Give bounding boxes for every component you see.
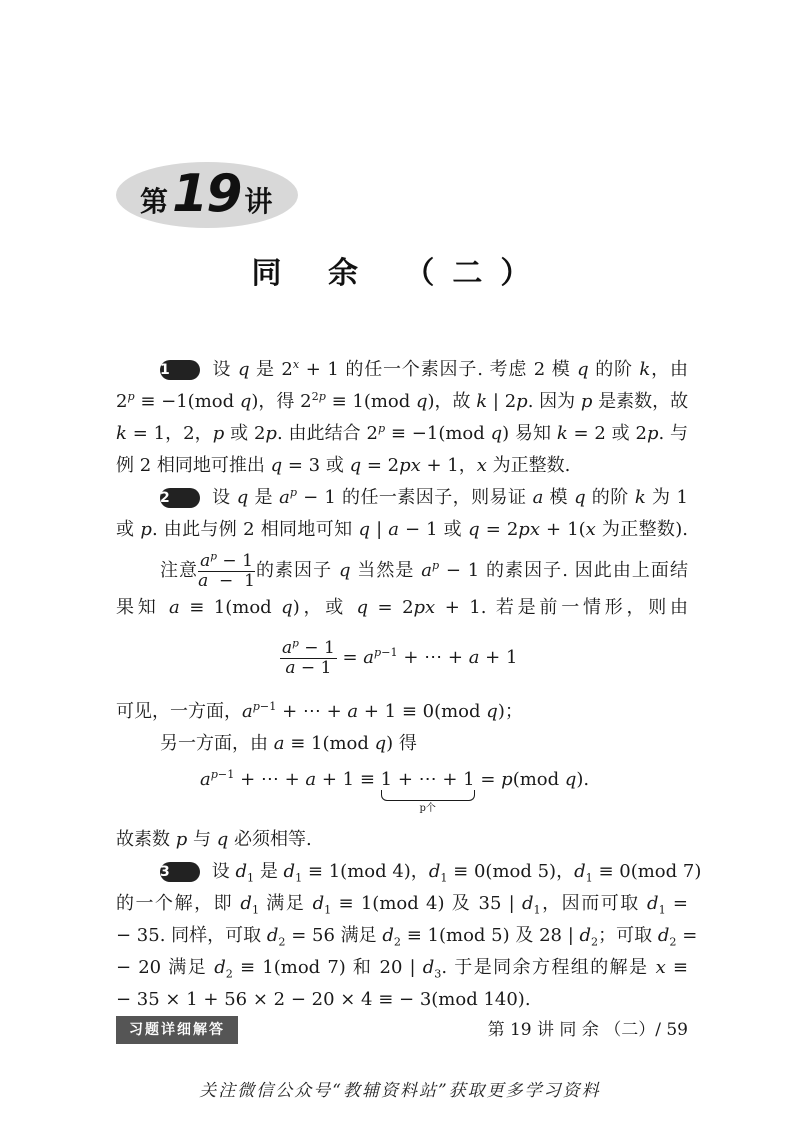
equation-1: $\frac{a^p - 1}{a - 1}$ = $a^{p-1}$ + ⋯ + a + 1 [282,636,518,678]
watermark-text: 关注微信公众号“教辅资料站”获取更多学习资料 [199,1081,601,1101]
equation-2: $a^{p-1}$ + ⋯ + a + 1 ≡ 1 + ⋯ + 1 p个 = p(mod q). [200,768,590,814]
problem3-line2: 的一个解，即 $d_1$ 满足 $d_1 \equiv 1(mod$ 4) 及 35 | $d_1$，因而可取 $d_1$ = [116,893,689,917]
page-title: 同 余 （二） [251,256,549,291]
lecture-badge [140,164,272,224]
problem2-line1: 2 设 q 是 $a^p - 1$ 的任一素因子，则易证 a 模 q 的阶 k 为 1 [160,486,689,508]
problem3-line5: − 35 × 1 + 56 × 2 − 20 × 4 ≡ − 3(mod 140). [116,989,531,1010]
lecture-suffix: 讲 [244,185,273,218]
underbrace-group: 1 + ⋯ + 1 p个 [380,769,475,814]
fraction: $\frac{a^p - 1}{a - 1}$ [282,636,335,678]
problem2-badge: 2 [160,488,200,508]
problem1-line4: 例 2 相同地可推出 q = 3 或 q = 2px + 1，x 为正整数. [116,455,571,476]
problem2-line6: 另一方面，由 a ≡ 1(mod q) 得 [160,733,417,754]
problem1-line3: k = 1，2，p 或 2p. 由此结合 $2^p \equiv -1(mod$ q) 易知 k = 2 或 2p. 与 [116,422,689,444]
problem2-line4: 果知 a ≡ 1(mod q)，或 q = 2px + 1. 若是前一情形，则由 [116,597,688,618]
underbrace [381,790,475,801]
problem2-line2: 或 p. 由此与例 2 相同地可知 q | a − 1 或 q = 2px + 1(x 为正整数). [116,519,689,540]
problem1-line2: $2^p \equiv -1(mod$ q)，得 $2^{2p} \equiv 1(mod$ q)，故 k | 2p. 因为 p 是素数，故 [116,390,689,412]
problem1-line1: 1 设 q 是 $2^x + 1$ 的任一个素因子. 考虑 2 模 q 的阶 k，由 [160,358,689,380]
lecture-number: 19 [172,164,241,224]
page-footer-label: 第 19 讲 同 余 （二）/ 59 [487,1020,688,1040]
problem2-line7: 故素数 p 与 q 必须相等. [116,829,312,850]
fraction: $\frac{a^p - 1}{a - 1}$ [198,549,255,591]
section-tag: 习题详细解答 [116,1016,238,1044]
problem3-line4: − 20 满足 $d_2 \equiv 1(mod$ 7) 和 20 | $d_3$. 于是同余方程组的解是 x ≡ [116,957,689,981]
problem2-line5: 可见，一方面，$a^{p-1}$ + ⋯ + a + 1 ≡ 0(mod q)； [116,700,523,722]
problem2-line3: 注意 $\frac{a^p - 1}{a - 1}$ 的素因子 q 当然是 $a^p - 1$ 的素因子. 因此由上面结 [160,549,688,591]
problem3-line3: − 35. 同样，可取 $d_2 = 56$ 满足 $d_2 \equiv 1(mod$ 5) 及 28 | $d_2$；可取 $d_2$ = [116,925,698,949]
problem1-badge: 1 [160,360,200,380]
underbrace-label: p个 [419,803,436,814]
problem3-badge: 3 [160,862,200,882]
problem3-line1: 3 设 $d_1$ 是 $d_1 \equiv 1(mod$ 4)，$d_1 \equiv 0(mod$ 5)，$d_1 \equiv 0(mod$ 7) [160,861,702,885]
lecture-prefix: 第 [140,185,169,218]
